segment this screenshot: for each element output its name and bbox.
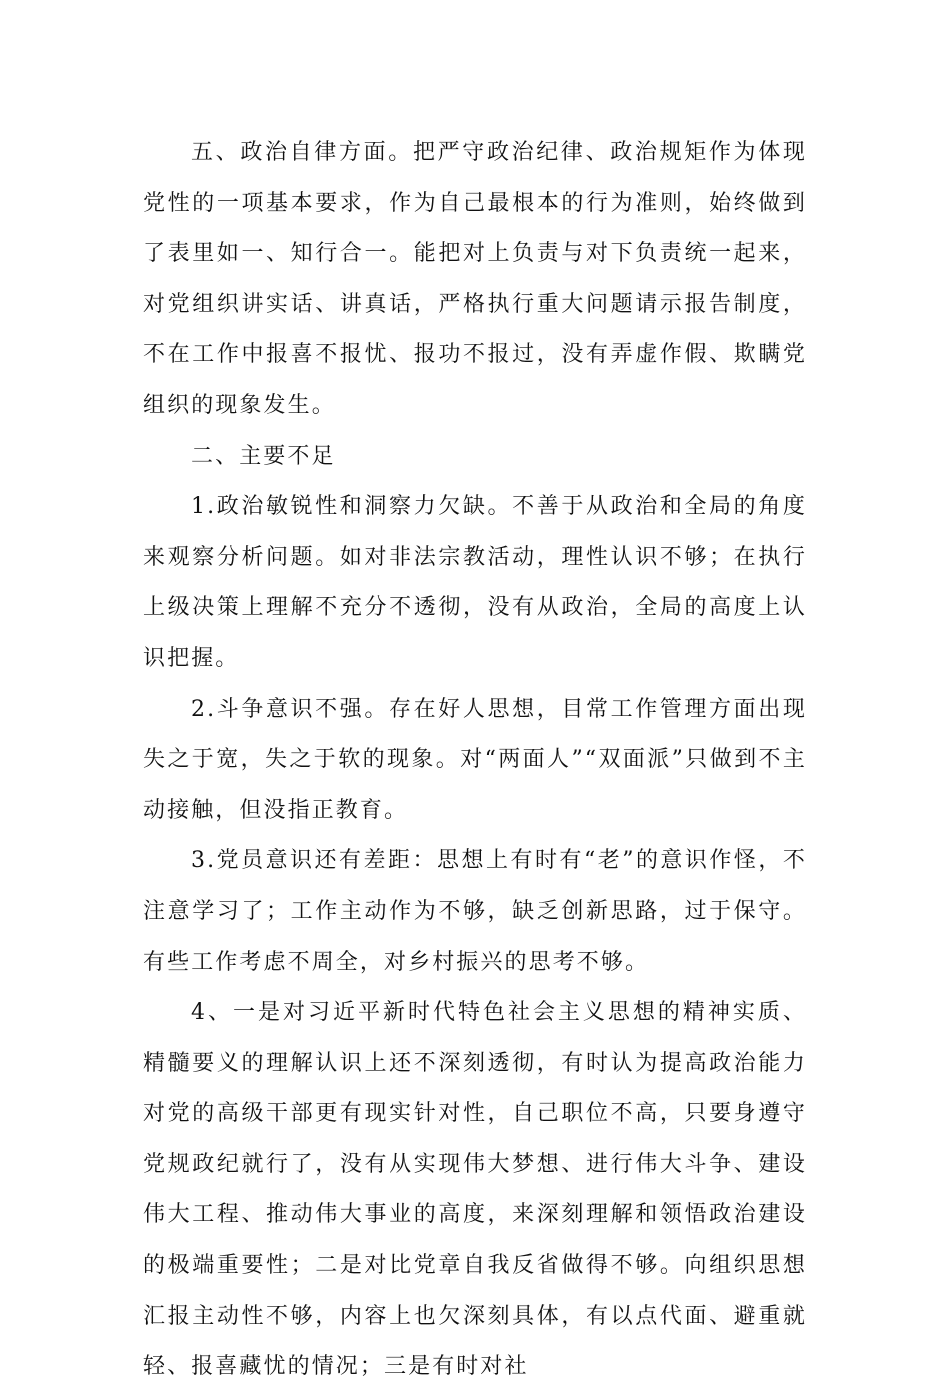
document-body — [143, 128, 807, 1393]
section-heading-main-shortcomings: 二、主要不足 — [191, 443, 336, 469]
paragraph-shortcoming-2: 2.斗争意识不强。存在好人思想，目常工作管理方面出现失之于宽，失之于软的现象。对“两面人”“双面派”只做到不主动接触，但没指正教育。 — [143, 696, 807, 823]
paragraph-shortcoming-1: 1.政治敏锐性和洞察力欠缺。不善于从政治和全局的角度来观察分析问题。如对非法宗教活动，理性认识不够；在执行上级决策上理解不充分不透彻，没有从政治，全局的高度上认识把握。 — [143, 494, 807, 671]
paragraph-shortcoming-3: 3.党员意识还有差距：思想上有时有“老”的意识作怪，不注意学习了；工作主动作为不够，缺乏创新思路，过于保守。有些工作考虑不周全，对乡村振兴的思考不够。 — [143, 848, 807, 975]
paragraph-shortcoming-4: 4、一是对习近平新时代特色社会主义思想的精神实质、精髓要义的理解认识上还不深刻透彻，有时认为提高政治能力对党的高级干部更有现实针对性，自己职位不高，只要身遵守党规政纪就行了，没有从实现伟大梦想、进行伟大斗争、建设伟大工程、推动伟大事业的高度，来深刻理解和领悟政治建设的极端重要性；二是对比党章自我反省做得不够。向组织思想汇报主动性不够，内容上也欠深刻具体，有以点代面、避重就轻、报喜藏忧的情况；三是有时对社 — [143, 1000, 807, 1380]
paragraph-political-self-discipline: 五、政治自律方面。把严守政治纪律、政治规矩作为体现党性的一项基本要求，作为自己最根本的行为准则，始终做到了表里如一、知行合一。能把对上负责与对下负责统一起来，对党组织讲实话、讲真话，严格执行重大问题请示报告制度，不在工作中报喜不报忧、报功不报过，没有弄虚作假、欺瞒党组织的现象发生。 — [143, 140, 807, 418]
